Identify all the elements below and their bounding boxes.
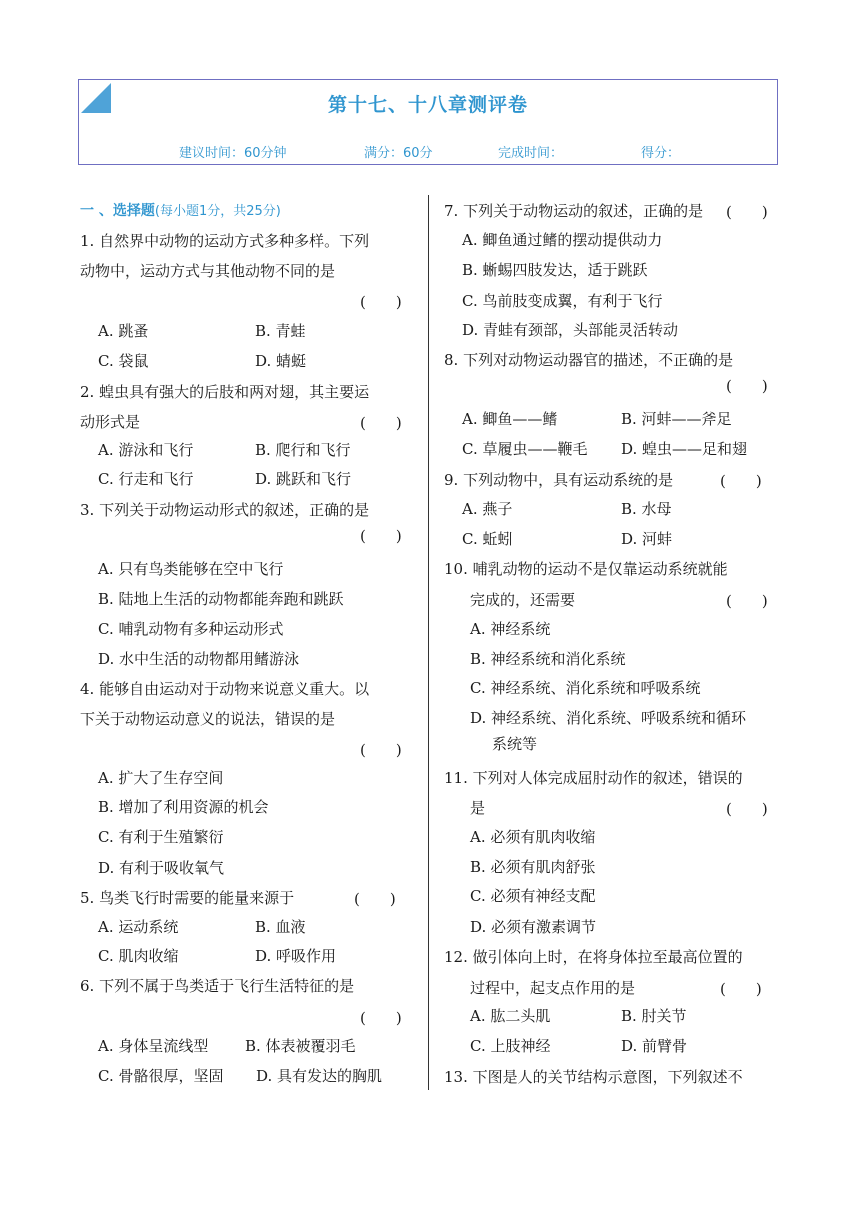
q10-stem-2: 完成的，还需要 [470, 591, 576, 609]
q9-answer-blank[interactable]: ( ) [720, 472, 762, 490]
q3-answer-blank[interactable]: ( ) [360, 527, 402, 545]
section-note: (每小题1分，共25分) [154, 204, 281, 219]
q2-option-b: B. 爬行和飞行 [255, 441, 351, 459]
q2-stem-2: 动形式是 [80, 413, 141, 431]
q2-option-d: D. 跳跃和飞行 [255, 470, 352, 488]
q8-answer-blank[interactable]: ( ) [726, 377, 768, 395]
q8-option-b: B. 河蚌——斧足 [621, 410, 732, 428]
q7-answer-blank[interactable]: ( ) [726, 203, 768, 221]
q9-option-d: D. 河蚌 [621, 530, 673, 548]
q3-stem-1: 3. 下列关于动物运动形式的叙述，正确的是 [80, 501, 370, 519]
q1-option-a: A. 跳蚤 [98, 322, 149, 340]
q4-answer-blank[interactable]: ( ) [360, 741, 402, 759]
q12-stem-1: 12. 做引体向上时，在将身体拉至最高位置的 [444, 948, 743, 966]
q4-option-d: D. 有利于吸收氧气 [98, 859, 225, 877]
q9-option-a: A. 燕子 [462, 500, 513, 518]
q9-option-c: C. 蚯蚓 [462, 530, 513, 548]
q1-answer-blank[interactable]: ( ) [360, 293, 402, 311]
q5-option-d: D. 呼吸作用 [255, 947, 337, 965]
q6-stem-1: 6. 下列不属于鸟类适于飞行生活特征的是 [80, 977, 355, 995]
q5-option-b: B. 血液 [255, 918, 306, 936]
q10-option-b: B. 神经系统和消化系统 [470, 650, 626, 668]
score: 得分： [641, 146, 681, 161]
q1-stem-2: 动物中，运动方式与其他动物不同的是 [80, 262, 336, 280]
section-title: 一 、选择题 [80, 203, 155, 219]
q4-stem-1: 4. 能够自由运动对于动物来说意义重大。以 [80, 680, 370, 698]
q4-option-a: A. 扩大了生存空间 [98, 769, 224, 787]
q3-option-c: C. 哺乳动物有多种运动形式 [98, 620, 284, 638]
q1-option-c: C. 袋鼠 [98, 352, 149, 370]
q6-option-d: D. 具有发达的胸肌 [256, 1067, 383, 1085]
q4-stem-2: 下关于动物运动意义的说法，错误的是 [80, 710, 336, 728]
q5-option-c: C. 肌肉收缩 [98, 947, 179, 965]
q10-answer-blank[interactable]: ( ) [726, 592, 768, 610]
q11-option-b: B. 必须有肌肉舒张 [470, 858, 596, 876]
q2-answer-blank[interactable]: ( ) [360, 414, 402, 432]
section-heading [80, 201, 281, 222]
q11-stem-1: 11. 下列对人体完成屈肘动作的叙述，错误的 [444, 769, 743, 787]
q1-stem-1: 1. 自然界中动物的运动方式多种多样。下列 [80, 232, 370, 250]
q6-option-b: B. 体表被覆羽毛 [245, 1037, 356, 1055]
q10-stem-1: 10. 哺乳动物的运动不是仅靠运动系统就能 [444, 560, 728, 578]
q11-answer-blank[interactable]: ( ) [726, 800, 768, 818]
q12-option-a: A. 肱二头肌 [470, 1007, 551, 1025]
q6-option-c: C. 骨骼很厚，坚固 [98, 1067, 224, 1085]
q6-option-a: A. 身体呈流线型 [98, 1037, 209, 1055]
q5-option-a: A. 运动系统 [98, 918, 179, 936]
q3-option-a: A. 只有鸟类能够在空中飞行 [98, 560, 284, 578]
q4-option-c: C. 有利于生殖繁衍 [98, 828, 224, 846]
q7-stem-1: 7. 下列关于动物运动的叙述，正确的是 [444, 202, 704, 220]
q12-option-d: D. 前臂骨 [621, 1037, 688, 1055]
header-box [78, 79, 778, 165]
q2-stem-1: 2. 蝗虫具有强大的后肢和两对翅，其主要运 [80, 383, 370, 401]
q7-option-b: B. 蜥蜴四肢发达，适于跳跃 [462, 261, 648, 279]
q10-option-a: A. 神经系统 [470, 620, 551, 638]
q10-option-c: C. 神经系统、消化系统和呼吸系统 [470, 679, 701, 697]
q8-option-d: D. 蝗虫——足和翅 [621, 440, 748, 458]
q12-answer-blank[interactable]: ( ) [720, 980, 762, 998]
q11-option-c: C. 必须有神经支配 [470, 887, 596, 905]
q1-option-b: B. 青蛙 [255, 322, 306, 340]
column-divider [428, 195, 429, 1090]
finish-time: 完成时间： [498, 146, 564, 161]
q9-stem-1: 9. 下列动物中，具有运动系统的是 [444, 471, 674, 489]
page-title: 第十七、十八章测评卷 [327, 94, 528, 116]
q11-stem-2: 是 [470, 799, 486, 817]
q12-option-c: C. 上肢神经 [470, 1037, 551, 1055]
q11-option-d: D. 必须有激素调节 [470, 918, 597, 936]
q3-option-d: D. 水中生活的动物都用鳍游泳 [98, 650, 300, 668]
q5-stem-1: 5. 鸟类飞行时需要的能量来源于 [80, 889, 295, 907]
q2-option-c: C. 行走和飞行 [98, 470, 194, 488]
q7-option-c: C. 鸟前肢变成翼，有利于飞行 [462, 292, 663, 310]
q5-answer-blank[interactable]: ( ) [354, 890, 396, 908]
q2-option-a: A. 游泳和飞行 [98, 441, 194, 459]
full-score: 满分：60分 [364, 146, 433, 161]
q9-option-b: B. 水母 [621, 500, 672, 518]
q12-option-b: B. 肘关节 [621, 1007, 687, 1025]
q8-option-a: A. 鲫鱼——鳍 [462, 410, 558, 428]
q8-stem-1: 8. 下列对动物运动器官的描述，不正确的是 [444, 351, 734, 369]
q4-option-b: B. 增加了利用资源的机会 [98, 798, 269, 816]
q1-option-d: D. 蜻蜓 [255, 352, 307, 370]
q6-answer-blank[interactable]: ( ) [360, 1009, 402, 1027]
suggested-time: 建议时间：60分钟 [179, 146, 287, 161]
q11-option-a: A. 必须有肌肉收缩 [470, 828, 596, 846]
q8-option-c: C. 草履虫——鞭毛 [462, 440, 588, 458]
q7-option-d: D. 青蛙有颈部，头部能灵活转动 [462, 321, 679, 339]
q7-option-a: A. 鲫鱼通过鳍的摆动提供动力 [462, 231, 663, 249]
q12-stem-2: 过程中，起支点作用的是 [470, 979, 636, 997]
q13-stem-1: 13. 下图是人的关节结构示意图，下列叙述不 [444, 1068, 743, 1086]
q3-option-b: B. 陆地上生活的动物都能奔跑和跳跃 [98, 590, 344, 608]
q10-option-d-line2: 系统等 [492, 735, 538, 753]
q10-option-d-line1: D. 神经系统、消化系统、呼吸系统和循环 [470, 709, 747, 727]
